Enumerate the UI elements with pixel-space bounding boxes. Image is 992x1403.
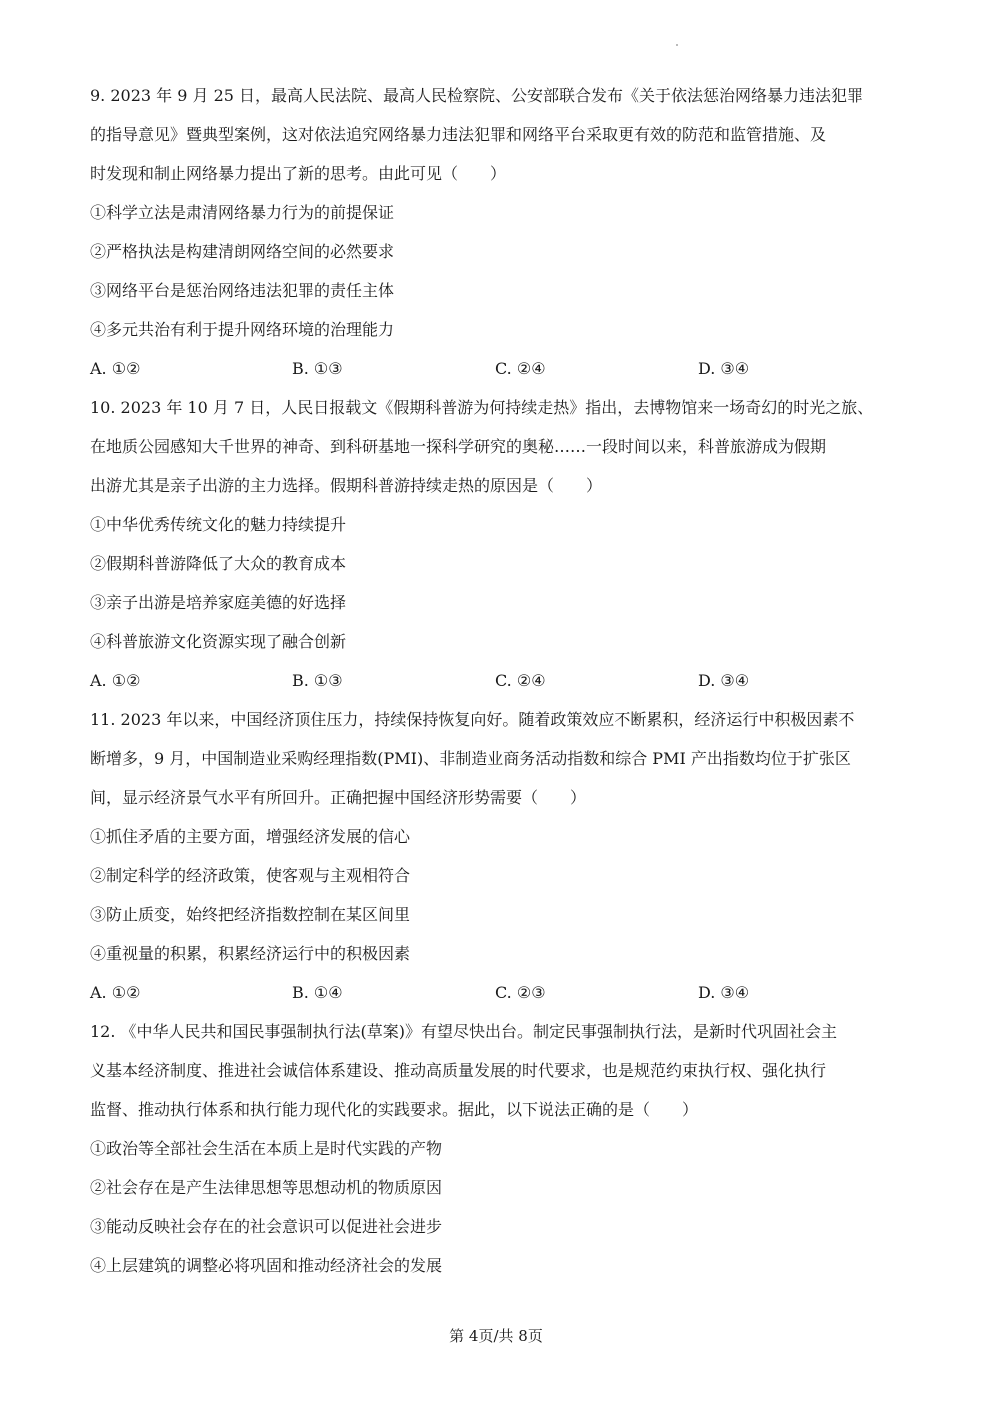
q10-item-4: ④科普旅游文化资源实现了融合创新: [90, 632, 347, 651]
q11-option-a: A. ①②: [90, 983, 141, 1002]
q11-item-4: ④重视量的积累，积累经济运行中的积极因素: [90, 944, 411, 963]
q9-option-b: B. ①③: [292, 359, 343, 378]
q10-item-3: ③亲子出游是培养家庭美德的好选择: [90, 593, 347, 612]
q9-stem-line-2: 的指导意见》暨典型案例，这对依法追究网络暴力违法犯罪和网络平台采取更有效的防范和监管措施、及: [90, 125, 827, 144]
q11-option-d: D. ③④: [698, 983, 750, 1002]
q10-stem-line-2: 在地质公园感知大千世界的神奇、到科研基地一探科学研究的奥秘……一段时间以来，科普旅游成为假期: [90, 437, 827, 456]
q11-option-c: C. ②③: [495, 983, 546, 1002]
q9-item-3: ③网络平台是惩治网络违法犯罪的责任主体: [90, 281, 395, 300]
q10-option-a: A. ①②: [90, 671, 141, 690]
q9-option-a: A. ①②: [90, 359, 141, 378]
q11-item-1: ①抓住矛盾的主要方面，增强经济发展的信心: [90, 827, 411, 846]
q10-options: [90, 670, 910, 692]
q12-item-2: ②社会存在是产生法律思想等思想动机的物质原因: [90, 1178, 443, 1197]
q9-option-d: D. ③④: [698, 359, 750, 378]
q11-options: [90, 982, 910, 1004]
q11-stem-line-2: 断增多，9 月，中国制造业采购经理指数(PMI)、非制造业商务活动指数和综合 PMI 产出指数均位于扩张区: [90, 749, 851, 768]
q11-item-3: ③防止质变，始终把经济指数控制在某区间里: [90, 905, 411, 924]
q9-options: [90, 358, 910, 380]
q11-option-b: B. ①④: [292, 983, 343, 1002]
q12-stem-line-2: 义基本经济制度、推进社会诚信体系建设、推动高质量发展的时代要求，也是规范约束执行权、强化执行: [90, 1061, 827, 1080]
q9-item-1: ①科学立法是肃清网络暴力行为的前提保证: [90, 203, 395, 222]
q12-stem-line-3: 监督、推动执行体系和执行能力现代化的实践要求。据此，以下说法正确的是（ ）: [90, 1100, 699, 1119]
q10-item-1: ①中华优秀传统文化的魅力持续提升: [90, 515, 347, 534]
q10-option-c: C. ②④: [495, 671, 546, 690]
q9-stem-line-1: 9. 2023 年 9 月 25 日，最高人民法院、最高人民检察院、公安部联合发布《关于依法惩治网络暴力违法犯罪: [90, 86, 864, 105]
q10-option-d: D. ③④: [698, 671, 750, 690]
q9-option-c: C. ②④: [495, 359, 546, 378]
q12-stem-line-1: 12. 《中华人民共和国民事强制执行法(草案)》有望尽快出台。制定民事强制执行法，是新时代巩固社会主: [90, 1022, 838, 1041]
q12-item-3: ③能动反映社会存在的社会意识可以促进社会进步: [90, 1217, 443, 1236]
q9-item-2: ②严格执法是构建清朗网络空间的必然要求: [90, 242, 395, 261]
q11-stem-line-3: 间，显示经济景气水平有所回升。正确把握中国经济形势需要（ ）: [90, 788, 587, 807]
q9-item-4: ④多元共治有利于提升网络环境的治理能力: [90, 320, 395, 339]
q12-item-4: ④上层建筑的调整必将巩固和推动经济社会的发展: [90, 1256, 443, 1275]
q10-stem-line-1: 10. 2023 年 10 月 7 日，人民日报载文《假期科普游为何持续走热》指出，去博物馆来一场奇幻的时光之旅、: [90, 398, 874, 417]
q11-stem-line-1: 11. 2023 年以来，中国经济顶住压力，持续保持恢复向好。随着政策效应不断累积，经济运行中积极因素不: [90, 710, 855, 729]
q12-item-1: ①政治等全部社会生活在本质上是时代实践的产物: [90, 1139, 443, 1158]
q9-stem-line-3: 时发现和制止网络暴力提出了新的思考。由此可见（ ）: [90, 164, 507, 183]
q10-item-2: ②假期科普游降低了大众的教育成本: [90, 554, 347, 573]
q11-item-2: ②制定科学的经济政策，使客观与主观相符合: [90, 866, 411, 885]
page-footer: 第 4页/共 8页: [449, 1327, 543, 1345]
q10-option-b: B. ①③: [292, 671, 343, 690]
q10-stem-line-3: 出游尤其是亲子出游的主力选择。假期科普游持续走热的原因是（ ）: [90, 476, 603, 495]
scan-dot: [676, 44, 678, 46]
